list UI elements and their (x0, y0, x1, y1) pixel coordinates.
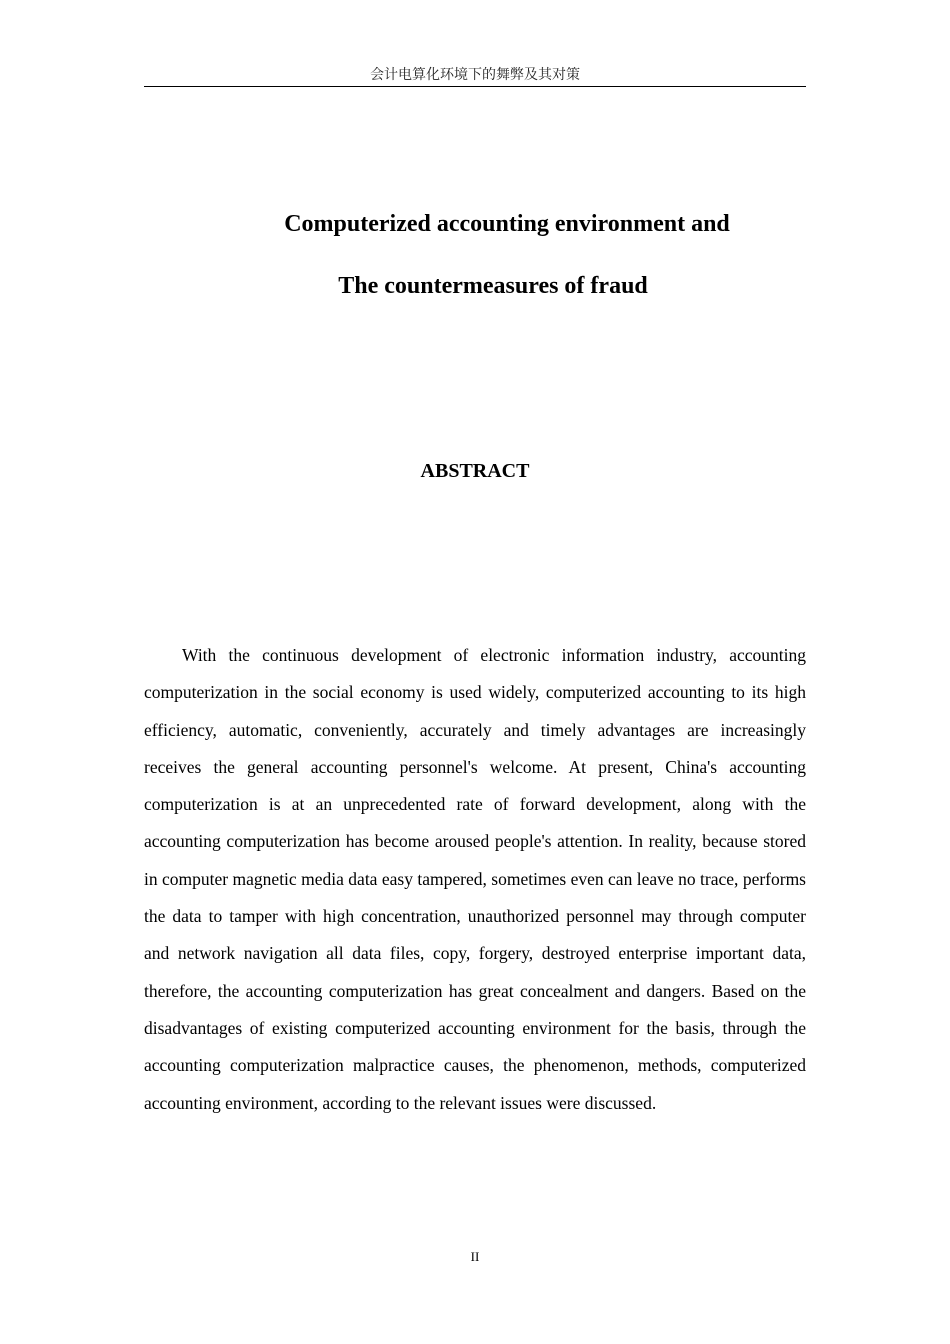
header-rule (144, 86, 806, 87)
running-header: 会计电算化环境下的舞弊及其对策 (370, 67, 580, 83)
abstract-heading: ABSTRACT (420, 460, 530, 482)
abstract-body: With the continuous development of electronic information industry, accounting computerization in the social economy is used widely, computerized accounting to its high efficiency, automatic, conveniently, accurately and timely advantages are increasingly receives the general accounting personnel's welcome. At present, China's accounting computerization is at an unprecedented rate of forward development, along with the accounting computerization has become aroused people's attention. In reality, because stored in computer magnetic media data easy tampered, sometimes even can leave no trace, performs the data to tamper with high concentration, unauthorized personnel may through computer and network navigation all data files, copy, forgery, destroyed enterprise important data, therefore, the accounting computerization has great concealment and dangers. Based on the disadvantages of existing computerized accounting environment for the basis, through the accounting computerization malpractice causes, the phenomenon, methods, computerized accounting environment, according to the relevant issues were discussed. (144, 645, 806, 1113)
page-number: II (470, 1249, 480, 1264)
title-line-1: Computerized accounting environment and (284, 211, 730, 237)
title-line-2: The countermeasures of fraud (338, 273, 648, 299)
